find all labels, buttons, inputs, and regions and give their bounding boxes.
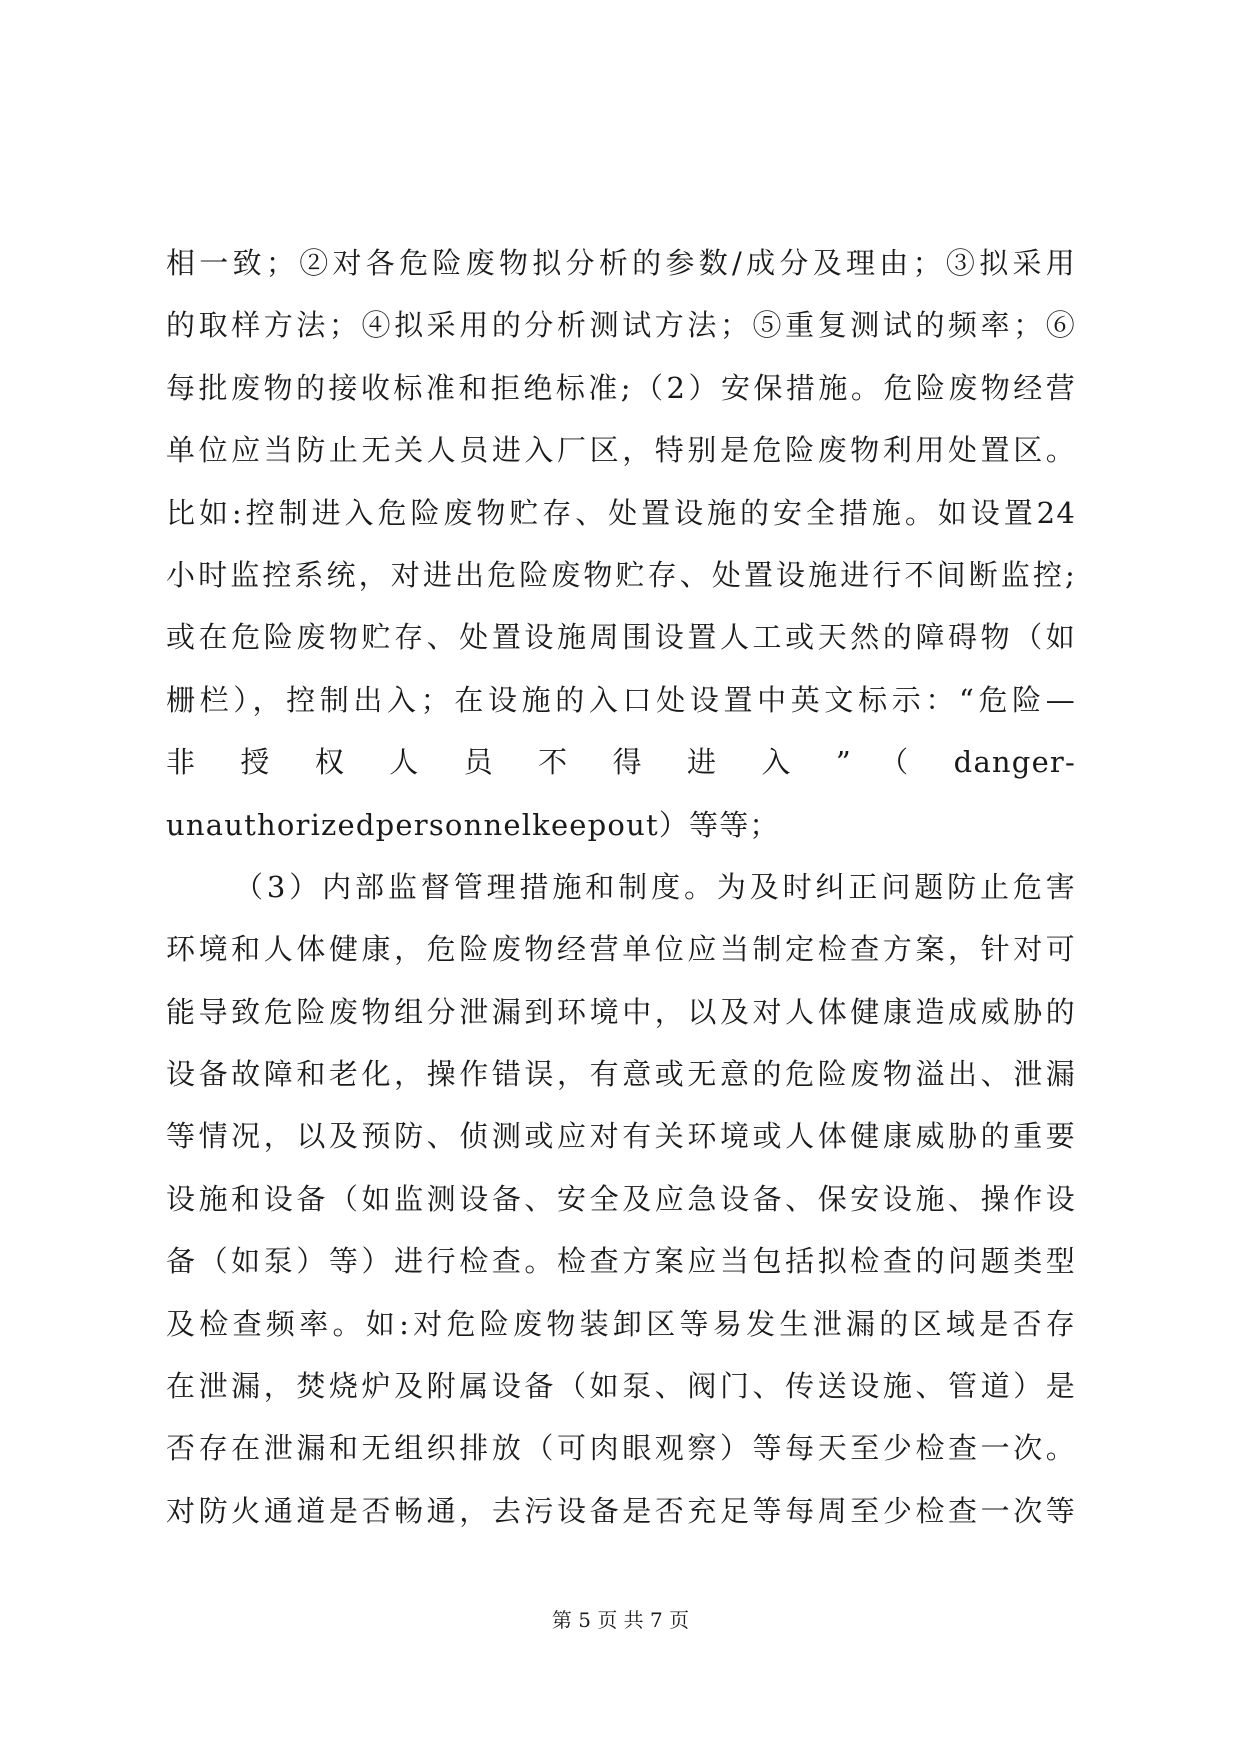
text-line: 对防火通道是否畅通，去污设备是否充足等每周至少检查一次等 (166, 1493, 1076, 1528)
text-line: 设备故障和老化，操作错误，有意或无意的危险废物溢出、泄漏 (166, 1057, 1076, 1092)
text-line: 小时监控系统，对进出危险废物贮存、处置设施进行不间断监控; (166, 557, 1076, 592)
text-line: 备（如泵）等）进行检查。检查方案应当包括拟检查的问题类型 (166, 1244, 1076, 1279)
text-line: 能导致危险废物组分泄漏到环境中，以及对人体健康造成威胁的 (166, 994, 1076, 1029)
text-line: unauthorizedpersonnelkeepout）等等； (166, 807, 780, 842)
text-line: （3）内部监督管理措施和制度。为及时纠正问题防止危害 (234, 869, 1076, 904)
text-line: 比如:控制进入危险废物贮存、处置设施的安全措施。如设置24 (166, 495, 1076, 530)
text-line: 单位应当防止无关人员进入厂区，特别是危险废物利用处置区。 (166, 433, 1076, 468)
text-line: 非 授 权 人 员 不 得 进 入 ” （ danger- (166, 745, 1076, 780)
text-line: 或在危险废物贮存、处置设施周围设置人工或天然的障碍物（如 (166, 620, 1076, 655)
text-line: 相一致；②对各危险废物拟分析的参数/成分及理由；③拟采用 (166, 246, 1076, 280)
text-line: 的取样方法；④拟采用的分析测试方法；⑤重复测试的频率；⑥ (166, 308, 1076, 343)
text-line: 否存在泄漏和无组织排放（可肉眼观察）等每天至少检查一次。 (166, 1431, 1076, 1466)
text-line: 环境和人体健康，危险废物经营单位应当制定检查方案，针对可 (166, 932, 1076, 967)
text-line: 在泄漏，焚烧炉及附属设备（如泵、阀门、传送设施、管道）是 (166, 1369, 1076, 1404)
text-line: 设施和设备（如监测设备、安全及应急设备、保安设施、操作设 (166, 1181, 1076, 1216)
text-line: 栅栏），控制出入；在设施的入口处设置中英文标示：“危险— (166, 682, 1076, 717)
text-line: 等情况，以及预防、侦测或应对有关环境或人体健康威胁的重要 (166, 1119, 1076, 1154)
text-line: 每批废物的接收标准和拒绝标准;（2）安保措施。危险废物经营 (166, 370, 1076, 405)
body-text (166, 232, 1076, 1542)
page-footer: 第 5 页 共 7 页 (551, 1608, 690, 1632)
text-line: 及检查频率。如:对危险废物装卸区等易发生泄漏的区域是否存 (166, 1306, 1076, 1341)
